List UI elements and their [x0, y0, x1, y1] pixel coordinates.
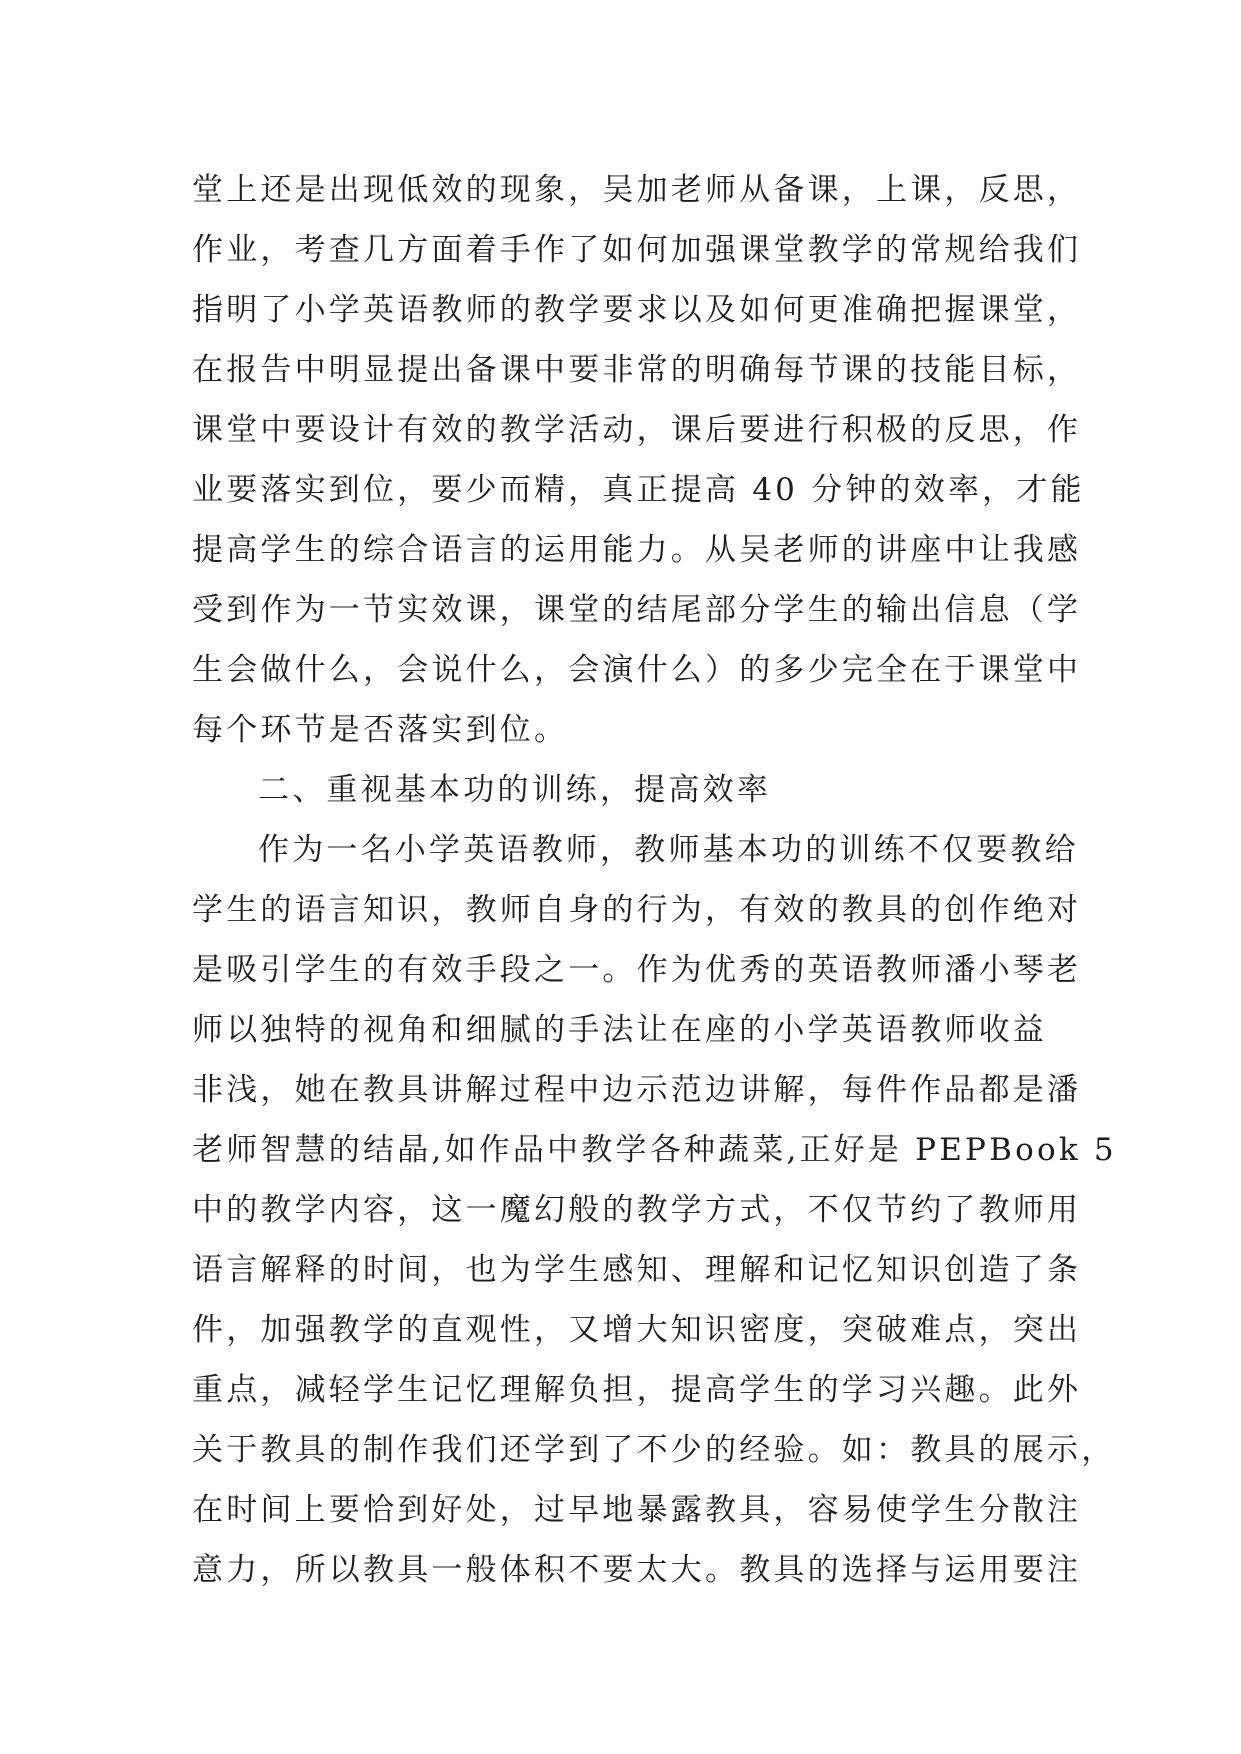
text-line: 老师智慧的结晶,如作品中教学各种蔬菜,正好是 PEPBook 5	[192, 1132, 1117, 1168]
text-line: 作业，考查几方面着手作了如何加强课堂教学的常规给我们	[192, 232, 1082, 268]
text-line: 堂上还是出现低效的现象，吴加老师从备课，上课，反思，	[192, 172, 1082, 208]
text-line: 业要落实到位，要少而精，真正提高 40 分钟的效率，才能	[192, 472, 1085, 508]
text-line: 关于教具的制作我们还学到了不少的经验。如：教具的展示，	[192, 1432, 1116, 1468]
text-line: 生会做什么，会说什么，会演什么）的多少完全在于课堂中	[192, 652, 1082, 688]
document-body	[192, 160, 1117, 1600]
text-line: 在时间上要恰到好处，过早地暴露教具，容易使学生分散注	[192, 1492, 1082, 1528]
text-line: 是吸引学生的有效手段之一。作为优秀的英语教师潘小琴老	[192, 952, 1082, 988]
text-line: 件，加强教学的直观性，又增大知识密度，突破难点，突出	[192, 1312, 1082, 1348]
text-line: 指明了小学英语教师的教学要求以及如何更准确把握课堂，	[192, 292, 1082, 328]
section-heading: 二、重视基本功的训练，提高效率	[258, 772, 771, 808]
text-line: 在报告中明显提出备课中要非常的明确每节课的技能目标，	[192, 352, 1082, 388]
text-line: 学生的语言知识，教师自身的行为，有效的教具的创作绝对	[192, 892, 1082, 928]
text-line: 非浅，她在教具讲解过程中边示范边讲解，每件作品都是潘	[192, 1072, 1082, 1108]
text-line: 重点，减轻学生记忆理解负担，提高学生的学习兴趣。此外	[192, 1372, 1082, 1408]
text-line: 提高学生的综合语言的运用能力。从吴老师的讲座中让我感	[192, 532, 1082, 568]
text-line: 师以独特的视角和细腻的手法让在座的小学英语教师收益	[192, 1012, 1047, 1048]
text-line: 中的教学内容，这一魔幻般的教学方式，不仅节约了教师用	[192, 1192, 1082, 1228]
text-line: 意力，所以教具一般体积不要太大。教具的选择与运用要注	[192, 1552, 1082, 1588]
text-line: 课堂中要设计有效的教学活动，课后要进行积极的反思，作	[192, 412, 1082, 448]
paragraph-first-line: 作为一名小学英语教师，教师基本功的训练不仅要教给	[258, 832, 1079, 868]
text-line: 受到作为一节实效课，课堂的结尾部分学生的输出信息（学	[192, 592, 1082, 628]
text-line: 每个环节是否落实到位。	[192, 712, 569, 748]
text-line: 语言解释的时间，也为学生感知、理解和记忆知识创造了条	[192, 1252, 1082, 1288]
